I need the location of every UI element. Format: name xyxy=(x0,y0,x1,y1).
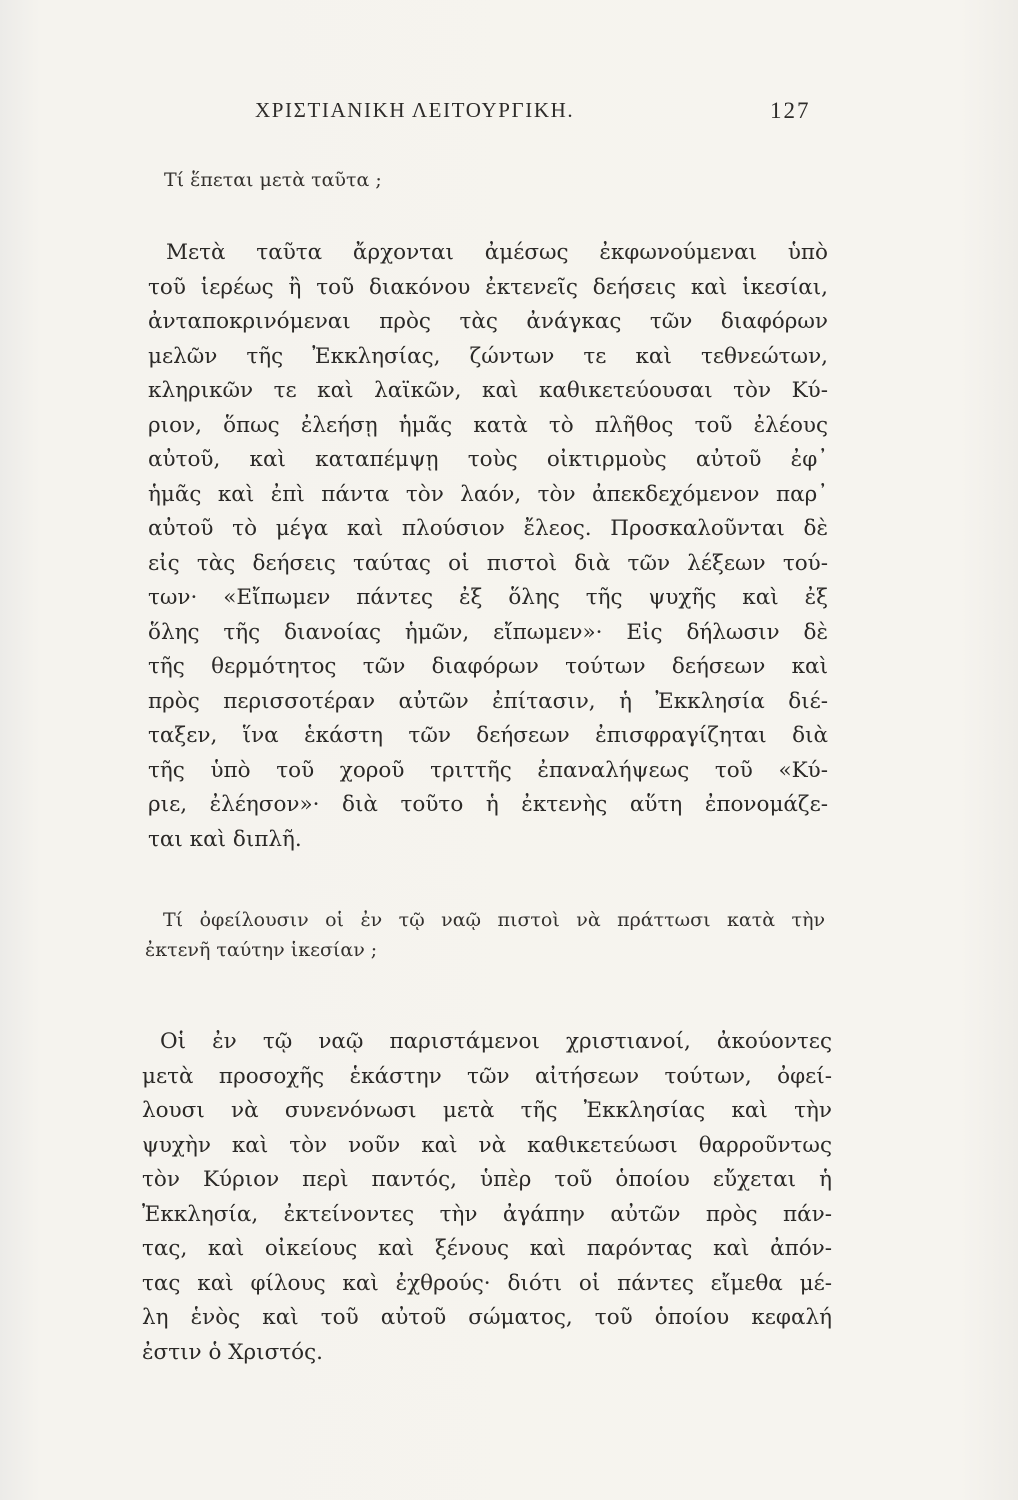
answer-2-line: λουσι νὰ συνενόνωσι μετὰ τῆς Ἐκκλησίας καὶ τὴν xyxy=(142,1098,832,1123)
answer-1-line: τοῦ ἱερέως ἢ τοῦ διακόνου ἐκτενεῖς δεήσεις καὶ ἱκεσίαι, xyxy=(148,274,828,300)
answer-2-line: τὸν Κύριον περὶ παντός, ὑπὲρ τοῦ ὁποίου εὔχεται ἡ xyxy=(142,1167,832,1192)
answer-1-line: ται καὶ διπλῆ. xyxy=(148,826,302,852)
answer-2-line: ψυχὴν καὶ τὸν νοῦν καὶ νὰ καθικετεύωσι θαρροῦντως xyxy=(142,1132,832,1158)
answer-1-line: αὐτοῦ, καὶ καταπέμψῃ τοὺς οἰκτιρμοὺς αὐτοῦ ἐφ᾽ xyxy=(148,447,828,472)
answer-2-paragraph xyxy=(142,1025,832,1370)
answer-1-line: ριον, ὅπως ἐλεήσῃ ἡμᾶς κατὰ τὸ πλῆθος τοῦ ἐλέους xyxy=(148,412,828,438)
answer-1-line: ἡμᾶς καὶ ἐπὶ πάντα τὸν λαόν, τὸν ἀπεκδεχόμενον παρ᾽ xyxy=(148,481,828,507)
question-2 xyxy=(145,905,825,965)
answer-1-line: ἀνταποκρινόμεναι πρὸς τὰς ἀνάγκας τῶν διαφόρων xyxy=(148,309,828,334)
page-number: 127 xyxy=(770,98,811,123)
answer-2-line: Οἱ ἐν τῷ ναῷ παριστάμενοι χριστιανοί, ἀκούοντες xyxy=(160,1029,832,1054)
answer-2-line: λη ἑνὸς καὶ τοῦ αὐτοῦ σώματος, τοῦ ὁποίου κεφαλή xyxy=(142,1305,832,1330)
answer-2-line: ἐστιν ὁ Χριστός. xyxy=(142,1339,323,1365)
question-1 xyxy=(164,165,844,195)
running-head: ΧΡΙΣΤΙΑΝΙΚΗ ΛΕΙΤΟΥΡΓΙΚΗ. xyxy=(255,98,575,122)
question-2-line: ἐκτενῆ ταύτην ἱκεσίαν ; xyxy=(145,939,378,961)
answer-2-line: τας, καὶ οἰκείους καὶ ξένους καὶ παρόντας καὶ ἀπόν- xyxy=(142,1236,832,1261)
answer-1-line: πρὸς περισσοτέραν αὐτῶν ἐπίτασιν, ἡ Ἐκκλησία διέ- xyxy=(148,688,828,714)
question-1-line: Τί ἕπεται μετὰ ταῦτα ; xyxy=(164,169,382,191)
answer-1-line: ὅλης τῆς διανοίας ἡμῶν, εἴπωμεν»· Εἰς δήλωσιν δὲ xyxy=(148,619,828,645)
question-2-line: Τί ὀφείλουσιν οἱ ἐν τῷ ναῷ πιστοὶ νὰ πράττωσι κατὰ τὴν xyxy=(163,909,825,931)
answer-1-line: των· «Εἴπωμεν πάντες ἐξ ὅλης τῆς ψυχῆς καὶ ἐξ xyxy=(148,585,828,610)
answer-1-line: τῆς ὑπὸ τοῦ χοροῦ τριττῆς ἐπαναλήψεως τοῦ «Κύ- xyxy=(148,757,828,783)
answer-1-line: μελῶν τῆς Ἐκκλησίας, ζώντων τε καὶ τεθνεώτων, xyxy=(148,343,828,369)
answer-2-line: Ἐκκλησία, ἐκτείνοντες τὴν ἀγάπην αὐτῶν πρὸς πάν- xyxy=(142,1201,832,1227)
answer-1-line: εἰς τὰς δεήσεις ταύτας οἱ πιστοὶ διὰ τῶν λέξεων τού- xyxy=(148,550,828,576)
answer-1-line: ριε, ἐλέησον»· διὰ τοῦτο ἡ ἐκτενὴς αὕτη ἐπονομάζε- xyxy=(148,792,828,817)
answer-1-line: Μετὰ ταῦτα ἄρχονται ἀμέσως ἐκφωνούμεναι ὑπὸ xyxy=(166,240,828,265)
answer-1-line: ταξεν, ἵνα ἑκάστη τῶν δεήσεων ἐπισφραγίζηται διὰ xyxy=(148,723,828,748)
answer-1-paragraph xyxy=(148,236,828,857)
answer-1-line: τῆς θερμότητος τῶν διαφόρων τούτων δεήσεων καὶ xyxy=(148,654,828,679)
answer-2-line: τας καὶ φίλους καὶ ἐχθρούς· διότι οἱ πάντες εἴμεθα μέ- xyxy=(142,1270,832,1296)
answer-1-line: αὐτοῦ τὸ μέγα καὶ πλούσιον ἔλεος. Προσκαλοῦνται δὲ xyxy=(148,516,828,541)
answer-2-line: μετὰ προσοχῆς ἑκάστην τῶν αἰτήσεων τούτων, ὀφεί- xyxy=(142,1063,832,1089)
answer-1-line: κληρικῶν τε καὶ λαϊκῶν, καὶ καθικετεύουσαι τὸν Κύ- xyxy=(148,378,828,403)
